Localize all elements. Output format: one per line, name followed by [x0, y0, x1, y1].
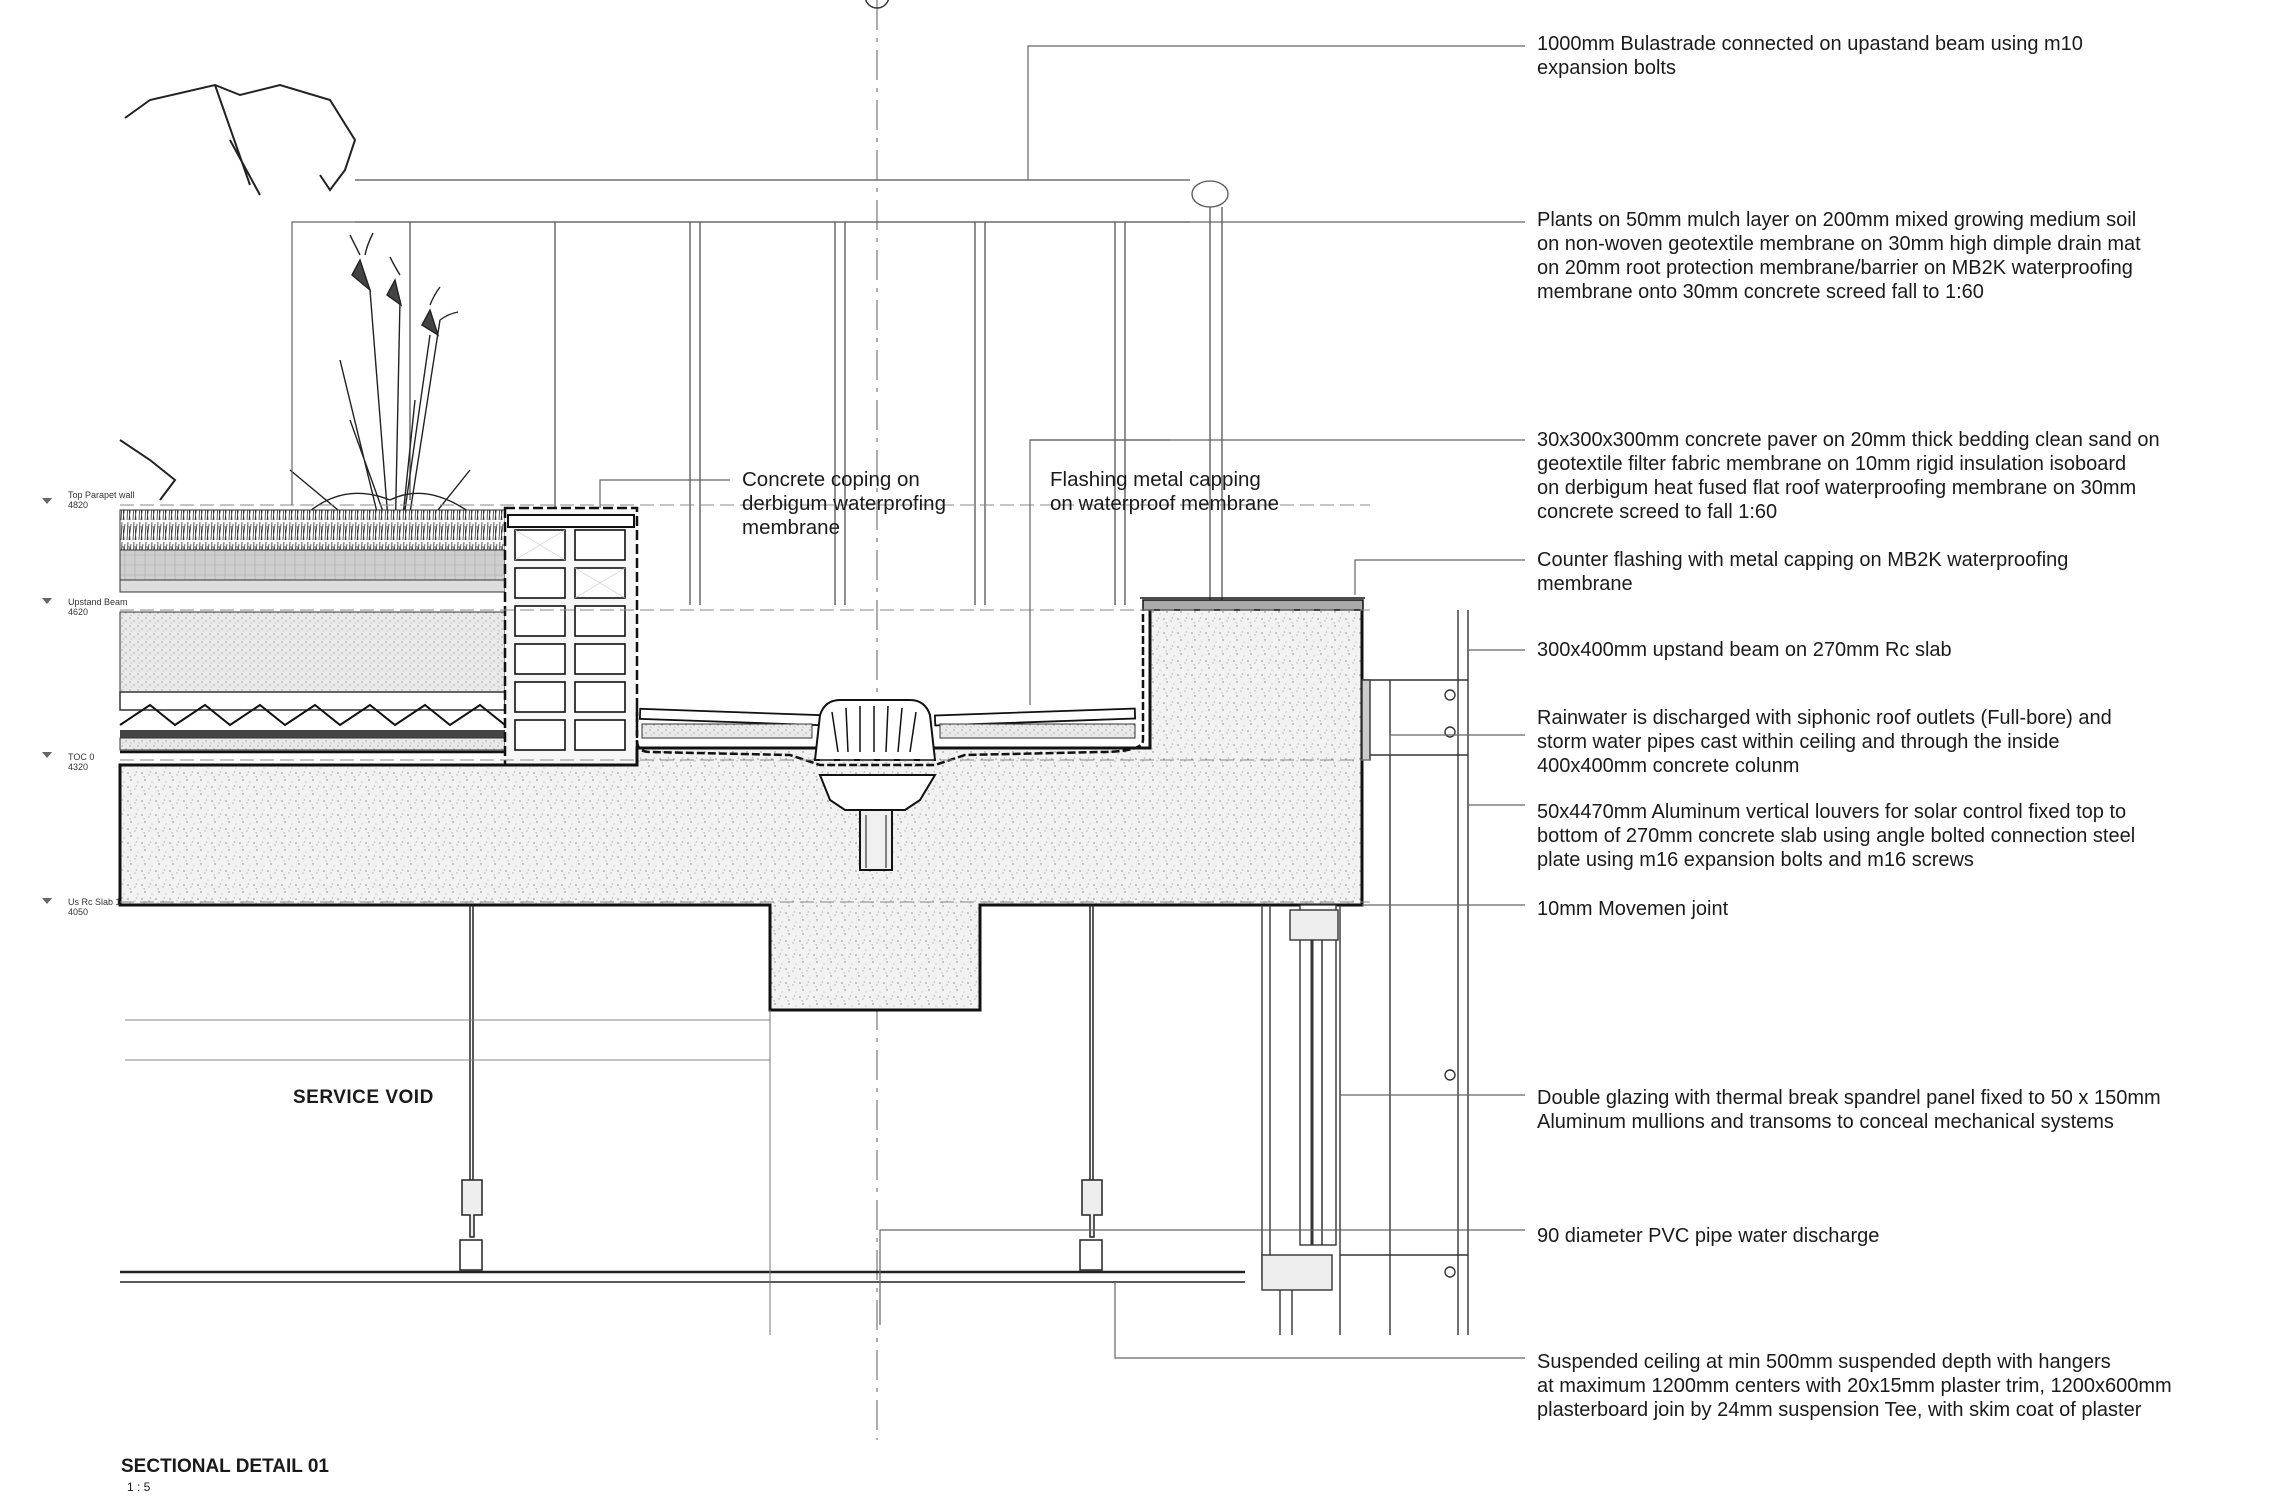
louvers-note: 50x4470mm Aluminum vertical louvers for solar control fixed top to bottom of 270mm concrete slab using angle bolted connection steel plate using m16 expansion bolts and m16 screws: [1537, 801, 2136, 871]
service-void-label: SERVICE VOID: [293, 1087, 434, 1108]
glazing-note: Double glazing with thermal break spandrel panel fixed to 50 x 150mm Aluminum mullions and transoms to conceal mechanical systems: [1537, 1087, 2161, 1133]
level-label: TOC 0 4320: [68, 752, 95, 772]
plant-sketch: [260, 233, 520, 545]
rock-outline: [120, 85, 355, 500]
rainwater-note: Rainwater is discharged with siphonic roof outlets (Full-bore) and storm water pipes cast within ceiling and through the inside 400x400mm concrete colunm: [1537, 707, 2112, 777]
balustrade-note: 1000mm Bulastrade connected on upastand beam using m10 expansion bolts: [1537, 33, 2083, 79]
suspended-ceiling: [120, 905, 1245, 1335]
pvc-pipe-note: 90 diameter PVC pipe water discharge: [1537, 1225, 1880, 1247]
upstand-beam-note: 300x400mm upstand beam on 270mm Rc slab: [1537, 639, 1952, 661]
level-label: Upstand Beam 4620: [68, 597, 128, 617]
planter-buildup: [120, 510, 505, 752]
counter-flashing-note: Counter flashing with metal capping on MB2K waterproofing membrane: [1537, 549, 2069, 595]
paver-note: 30x300x300mm concrete paver on 20mm thick bedding clean sand on geotextile filter fabric membrane on 10mm rigid insulation isoboard on derbigum heat fused flat roof waterproofing membrane on 30mm concrete screed to fall 1:60: [1537, 429, 2160, 523]
level-markers: [42, 498, 52, 904]
level-label: Top Parapet wall 4820: [68, 490, 135, 510]
drawing-scale: 1 : 5: [127, 1480, 151, 1494]
movement-joint-note: 10mm Movemen joint: [1537, 898, 1729, 920]
block-parapet: [505, 508, 637, 766]
coping-note: Concrete coping on derbigum waterprofing membrane: [742, 468, 946, 539]
flashing-note: Flashing metal capping on waterproof membrane: [1050, 468, 1280, 515]
drawing-title: SECTIONAL DETAIL 01: [121, 1456, 329, 1477]
level-label: Us Rc Slab 1 4050: [68, 897, 121, 917]
suspended-ceiling-note: Suspended ceiling at min 500mm suspended depth with hangers at maximum 1200mm centers with 20x15mm plaster trim, 1200x600mm plasterboard join by 24mm suspension Tee, with skim coat of plaster: [1537, 1351, 2172, 1421]
planter-note: Plants on 50mm mulch layer on 200mm mixed growing medium soil on non-woven geotextile membrane on 30mm high dimple drain mat on 20mm root protection membrane/barrier on MB2K waterproofing membrane onto 30mm concrete screed fall to 1:60: [1537, 209, 2141, 303]
